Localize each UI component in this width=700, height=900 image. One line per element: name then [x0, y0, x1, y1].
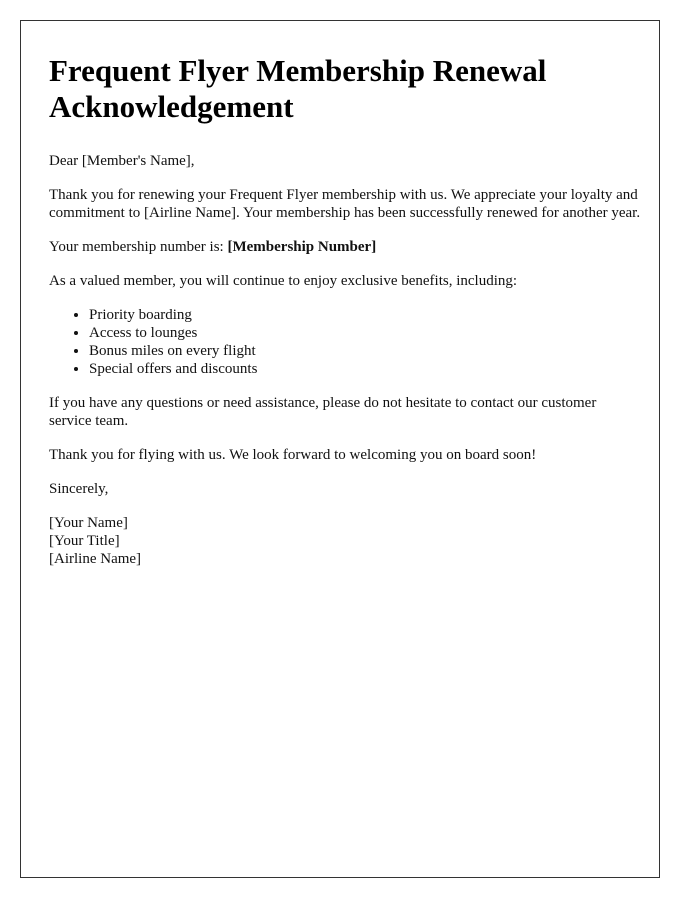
signature-name: [Your Name]	[49, 515, 128, 531]
benefit-item-lounge-access: • Access to lounges	[89, 324, 641, 342]
benefit-item-bonus-miles: • Bonus miles on every flight	[89, 342, 641, 360]
signature-airline: [Airline Name]	[49, 551, 142, 567]
assistance-paragraph: If you have any questions or need assistance, please do not hesitate to contact our customer service team.	[49, 395, 597, 429]
renewal-paragraph: Thank you for renewing your Frequent Flyer membership with us. We appreciate your loyalty and commitment to [Airline Name]. Your membership has been successfully renewed for another year.	[49, 187, 641, 221]
membership-number-value: [Membership Number]	[227, 239, 377, 255]
letter-document	[20, 20, 660, 878]
benefit-item-special-offers: • Special offers and discounts	[89, 360, 641, 378]
benefits-list	[49, 306, 641, 378]
letter-content	[49, 53, 641, 584]
thank-you-paragraph: Thank you for flying with us. We look forward to welcoming you on board soon!	[49, 447, 537, 463]
benefits-intro: As a valued member, you will continue to enjoy exclusive benefits, including:	[49, 273, 518, 289]
membership-number-label: Your membership number is:	[49, 239, 228, 255]
signature-title: [Your Title]	[49, 533, 120, 549]
membership-number-line	[49, 238, 641, 256]
benefit-item-priority-boarding: • Priority boarding	[89, 306, 641, 324]
closing: Sincerely,	[49, 481, 109, 497]
salutation: Dear [Member's Name],	[49, 153, 195, 169]
signature-block	[49, 514, 641, 568]
letter-title: Frequent Flyer Membership Renewal Acknowledgement	[49, 53, 547, 124]
